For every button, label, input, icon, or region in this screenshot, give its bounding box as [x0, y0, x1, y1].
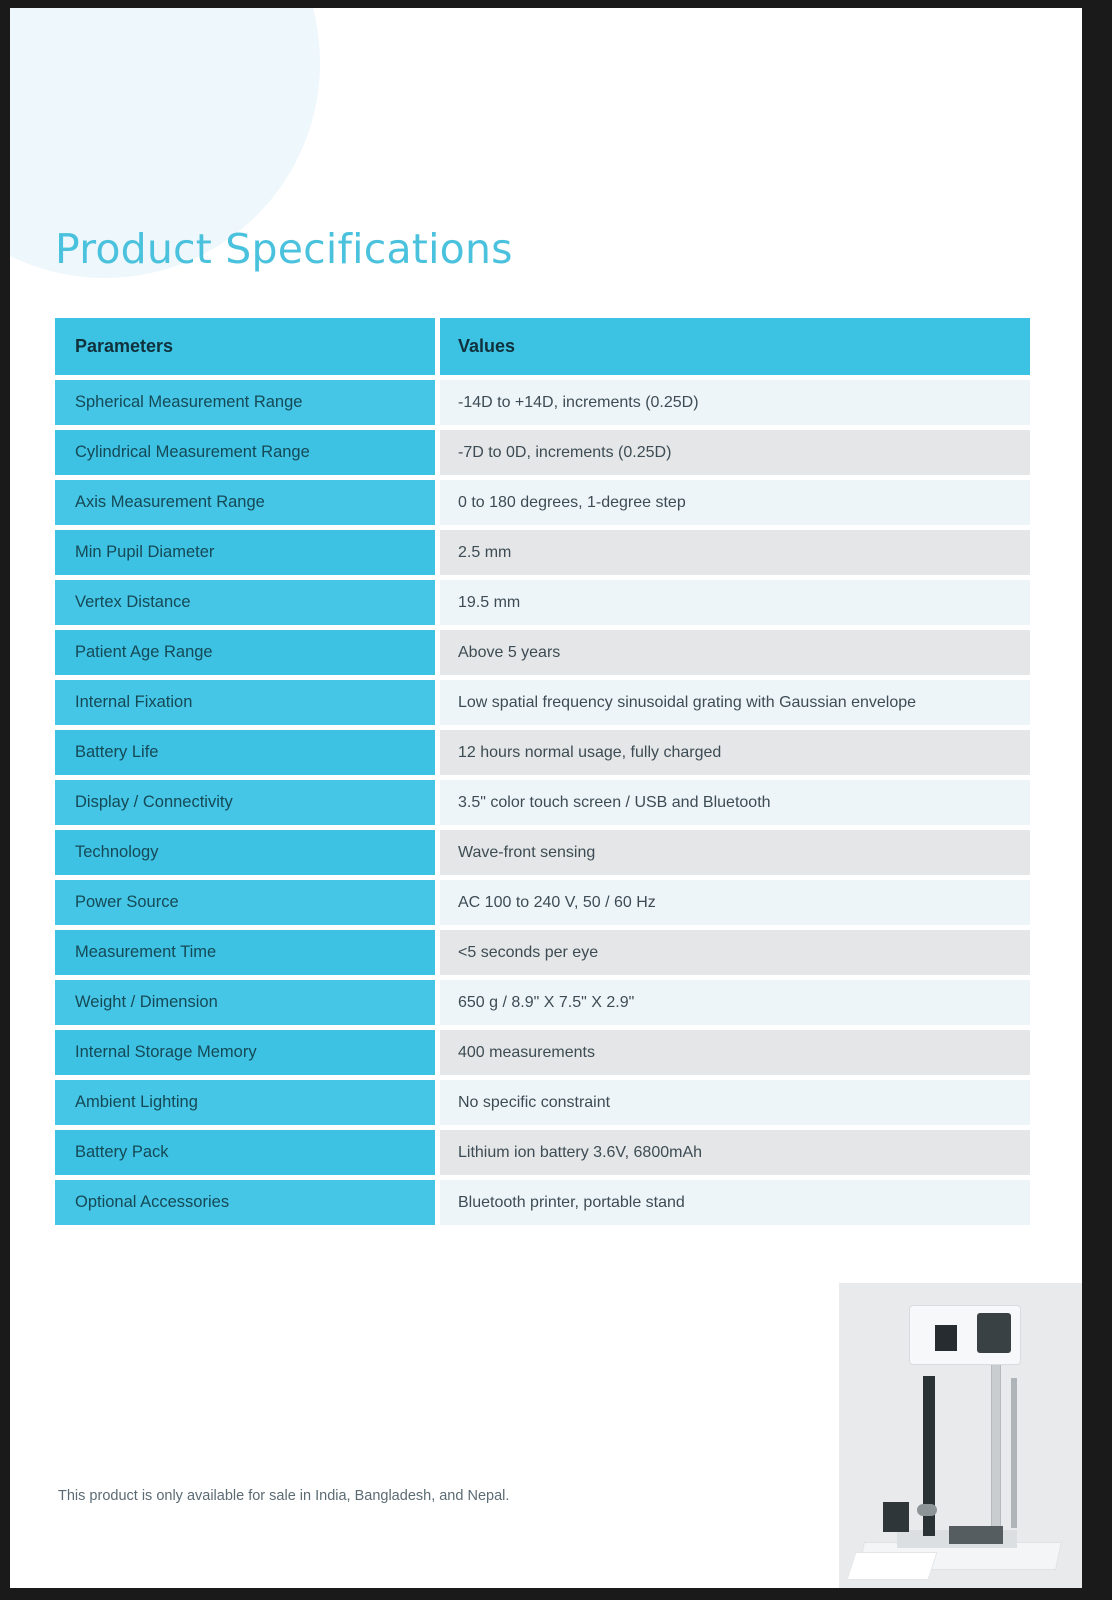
- column-header-parameters: Parameters: [55, 318, 440, 375]
- table-row: [55, 530, 1030, 575]
- cell-parameter: Cylindrical Measurement Range: [55, 430, 440, 475]
- device-block: [883, 1502, 909, 1532]
- device-lens-housing: [977, 1313, 1011, 1353]
- device-column-right: [991, 1364, 1001, 1536]
- table-row: [55, 1030, 1030, 1075]
- cell-parameter: Ambient Lighting: [55, 1080, 440, 1125]
- device-paper: [846, 1552, 937, 1580]
- table-row: [55, 1130, 1030, 1175]
- footnote-text: This product is only available for sale in India, Bangladesh, and Nepal.: [58, 1488, 510, 1504]
- cell-value: Above 5 years: [440, 630, 1030, 675]
- table-row: [55, 380, 1030, 425]
- device-tray: [949, 1526, 1003, 1544]
- document-page: [10, 8, 1082, 1588]
- cell-parameter: Internal Storage Memory: [55, 1030, 440, 1075]
- column-header-values: Values: [440, 318, 1030, 375]
- cell-value: 650 g / 8.9" X 7.5" X 2.9": [440, 980, 1030, 1025]
- table-row: [55, 730, 1030, 775]
- cell-value: Wave-front sensing: [440, 830, 1030, 875]
- cell-value: <5 seconds per eye: [440, 930, 1030, 975]
- cell-value: 0 to 180 degrees, 1-degree step: [440, 480, 1030, 525]
- table-row: [55, 830, 1030, 875]
- cell-parameter: Power Source: [55, 880, 440, 925]
- cell-parameter: Measurement Time: [55, 930, 440, 975]
- cell-parameter: Battery Life: [55, 730, 440, 775]
- cell-value: -14D to +14D, increments (0.25D): [440, 380, 1030, 425]
- table-row: [55, 480, 1030, 525]
- table-header-row: [55, 318, 1030, 375]
- cell-value: 400 measurements: [440, 1030, 1030, 1075]
- table-row: [55, 1080, 1030, 1125]
- specifications-table: [55, 318, 1030, 1225]
- table-row: [55, 580, 1030, 625]
- cell-value: No specific constraint: [440, 1080, 1030, 1125]
- device-knob: [917, 1504, 937, 1516]
- cell-parameter: Vertex Distance: [55, 580, 440, 625]
- cell-parameter: Weight / Dimension: [55, 980, 440, 1025]
- cell-value: AC 100 to 240 V, 50 / 60 Hz: [440, 880, 1030, 925]
- table-row: [55, 780, 1030, 825]
- cell-parameter: Min Pupil Diameter: [55, 530, 440, 575]
- table-row: [55, 980, 1030, 1025]
- table-row: [55, 930, 1030, 975]
- device-rod: [1011, 1378, 1017, 1528]
- table-row: [55, 1180, 1030, 1225]
- cell-value: -7D to 0D, increments (0.25D): [440, 430, 1030, 475]
- cell-value: 3.5" color touch screen / USB and Bluetooth: [440, 780, 1030, 825]
- page-title: Product Specifications: [55, 225, 513, 274]
- device-lens: [935, 1325, 957, 1351]
- cell-parameter: Optional Accessories: [55, 1180, 440, 1225]
- cell-parameter: Patient Age Range: [55, 630, 440, 675]
- table-row: [55, 630, 1030, 675]
- cell-value: 2.5 mm: [440, 530, 1030, 575]
- table-row: [55, 680, 1030, 725]
- cell-value: Bluetooth printer, portable stand: [440, 1180, 1030, 1225]
- table-row: [55, 430, 1030, 475]
- cell-parameter: Display / Connectivity: [55, 780, 440, 825]
- cell-value: 19.5 mm: [440, 580, 1030, 625]
- cell-parameter: Battery Pack: [55, 1130, 440, 1175]
- cell-parameter: Spherical Measurement Range: [55, 380, 440, 425]
- cell-value: Lithium ion battery 3.6V, 6800mAh: [440, 1130, 1030, 1175]
- cell-value: 12 hours normal usage, fully charged: [440, 730, 1030, 775]
- cell-parameter: Axis Measurement Range: [55, 480, 440, 525]
- cell-parameter: Internal Fixation: [55, 680, 440, 725]
- device-photo: [839, 1283, 1082, 1588]
- cell-parameter: Technology: [55, 830, 440, 875]
- cell-value: Low spatial frequency sinusoidal grating with Gaussian envelope: [440, 680, 1030, 725]
- table-row: [55, 880, 1030, 925]
